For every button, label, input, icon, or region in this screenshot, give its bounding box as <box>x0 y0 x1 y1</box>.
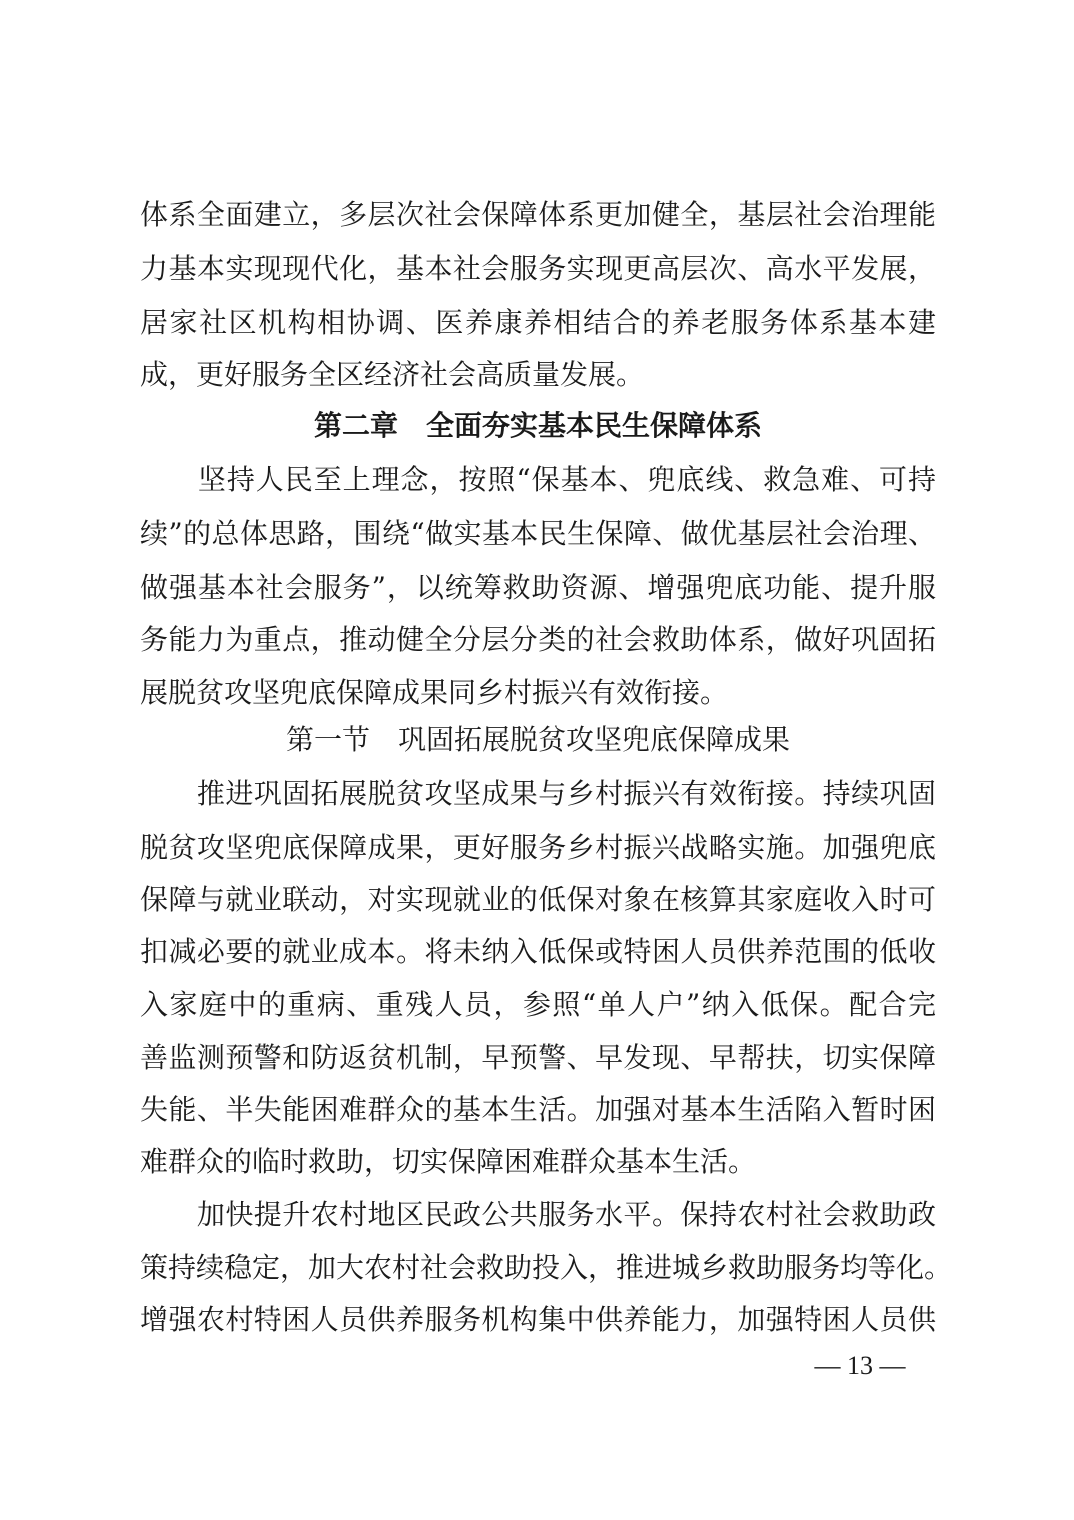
paragraph-line: 续”的总体思路，围绕“做实基本民生保障、做优基层社会治理、 <box>140 517 936 550</box>
paragraph-line: 失能、半失能困难群众的基本生活。加强对基本生活陷入暂时困 <box>140 1093 936 1126</box>
paragraph-line: 难群众的临时救助，切实保障困难群众基本生活。 <box>140 1145 757 1178</box>
paragraph-line: 展脱贫攻坚兜底保障成果同乡村振兴有效衔接。 <box>140 676 729 709</box>
paragraph-line: 体系全面建立，多层次社会保障体系更加健全，基层社会治理能 <box>140 198 936 231</box>
paragraph-line: 加快提升农村地区民政公共服务水平。保持农村社会救助政 <box>140 1198 936 1231</box>
paragraph-line: 脱贫攻坚兜底保障成果，更好服务乡村振兴战略实施。加强兜底 <box>140 831 936 864</box>
paragraph-line: 策持续稳定，加大农村社会救助投入，推进城乡救助服务均等化。 <box>140 1251 953 1284</box>
paragraph-line: 善监测预警和防返贫机制，早预警、早发现、早帮扶，切实保障 <box>140 1041 936 1074</box>
paragraph-line: 做强基本社会服务”，以统筹救助资源、增强兜底功能、提升服 <box>140 571 936 604</box>
chapter-heading: 第二章 全面夯实基本民生保障体系 <box>313 409 762 442</box>
paragraph-line: 力基本实现现代化，基本社会服务实现更高层次、高水平发展， <box>140 252 936 285</box>
paragraph-line: 务能力为重点，推动健全分层分类的社会救助体系，做好巩固拓 <box>140 623 936 656</box>
paragraph-line: 保障与就业联动，对实现就业的低保对象在核算其家庭收入时可 <box>140 883 936 916</box>
paragraph-line: 坚持人民至上理念，按照“保基本、兜底线、救急难、可持 <box>140 463 936 496</box>
paragraph-line: 入家庭中的重病、重残人员，参照“单人户”纳入低保。配合完 <box>140 988 936 1021</box>
section-heading: 第一节 巩固拓展脱贫攻坚兜底保障成果 <box>285 723 790 756</box>
paragraph-line: 居家社区机构相协调、医养康养相结合的养老服务体系基本建 <box>140 306 936 339</box>
paragraph-line: 推进巩固拓展脱贫攻坚成果与乡村振兴有效衔接。持续巩固 <box>140 777 936 810</box>
paragraph-line: 扣减必要的就业成本。将未纳入低保或特困人员供养范围的低收 <box>140 935 936 968</box>
paragraph-line: 成，更好服务全区经济社会高质量发展。 <box>140 358 645 391</box>
page-number: — 13 — <box>814 1351 906 1380</box>
paragraph-line: 增强农村特困人员供养服务机构集中供养能力，加强特困人员供 <box>140 1303 936 1336</box>
